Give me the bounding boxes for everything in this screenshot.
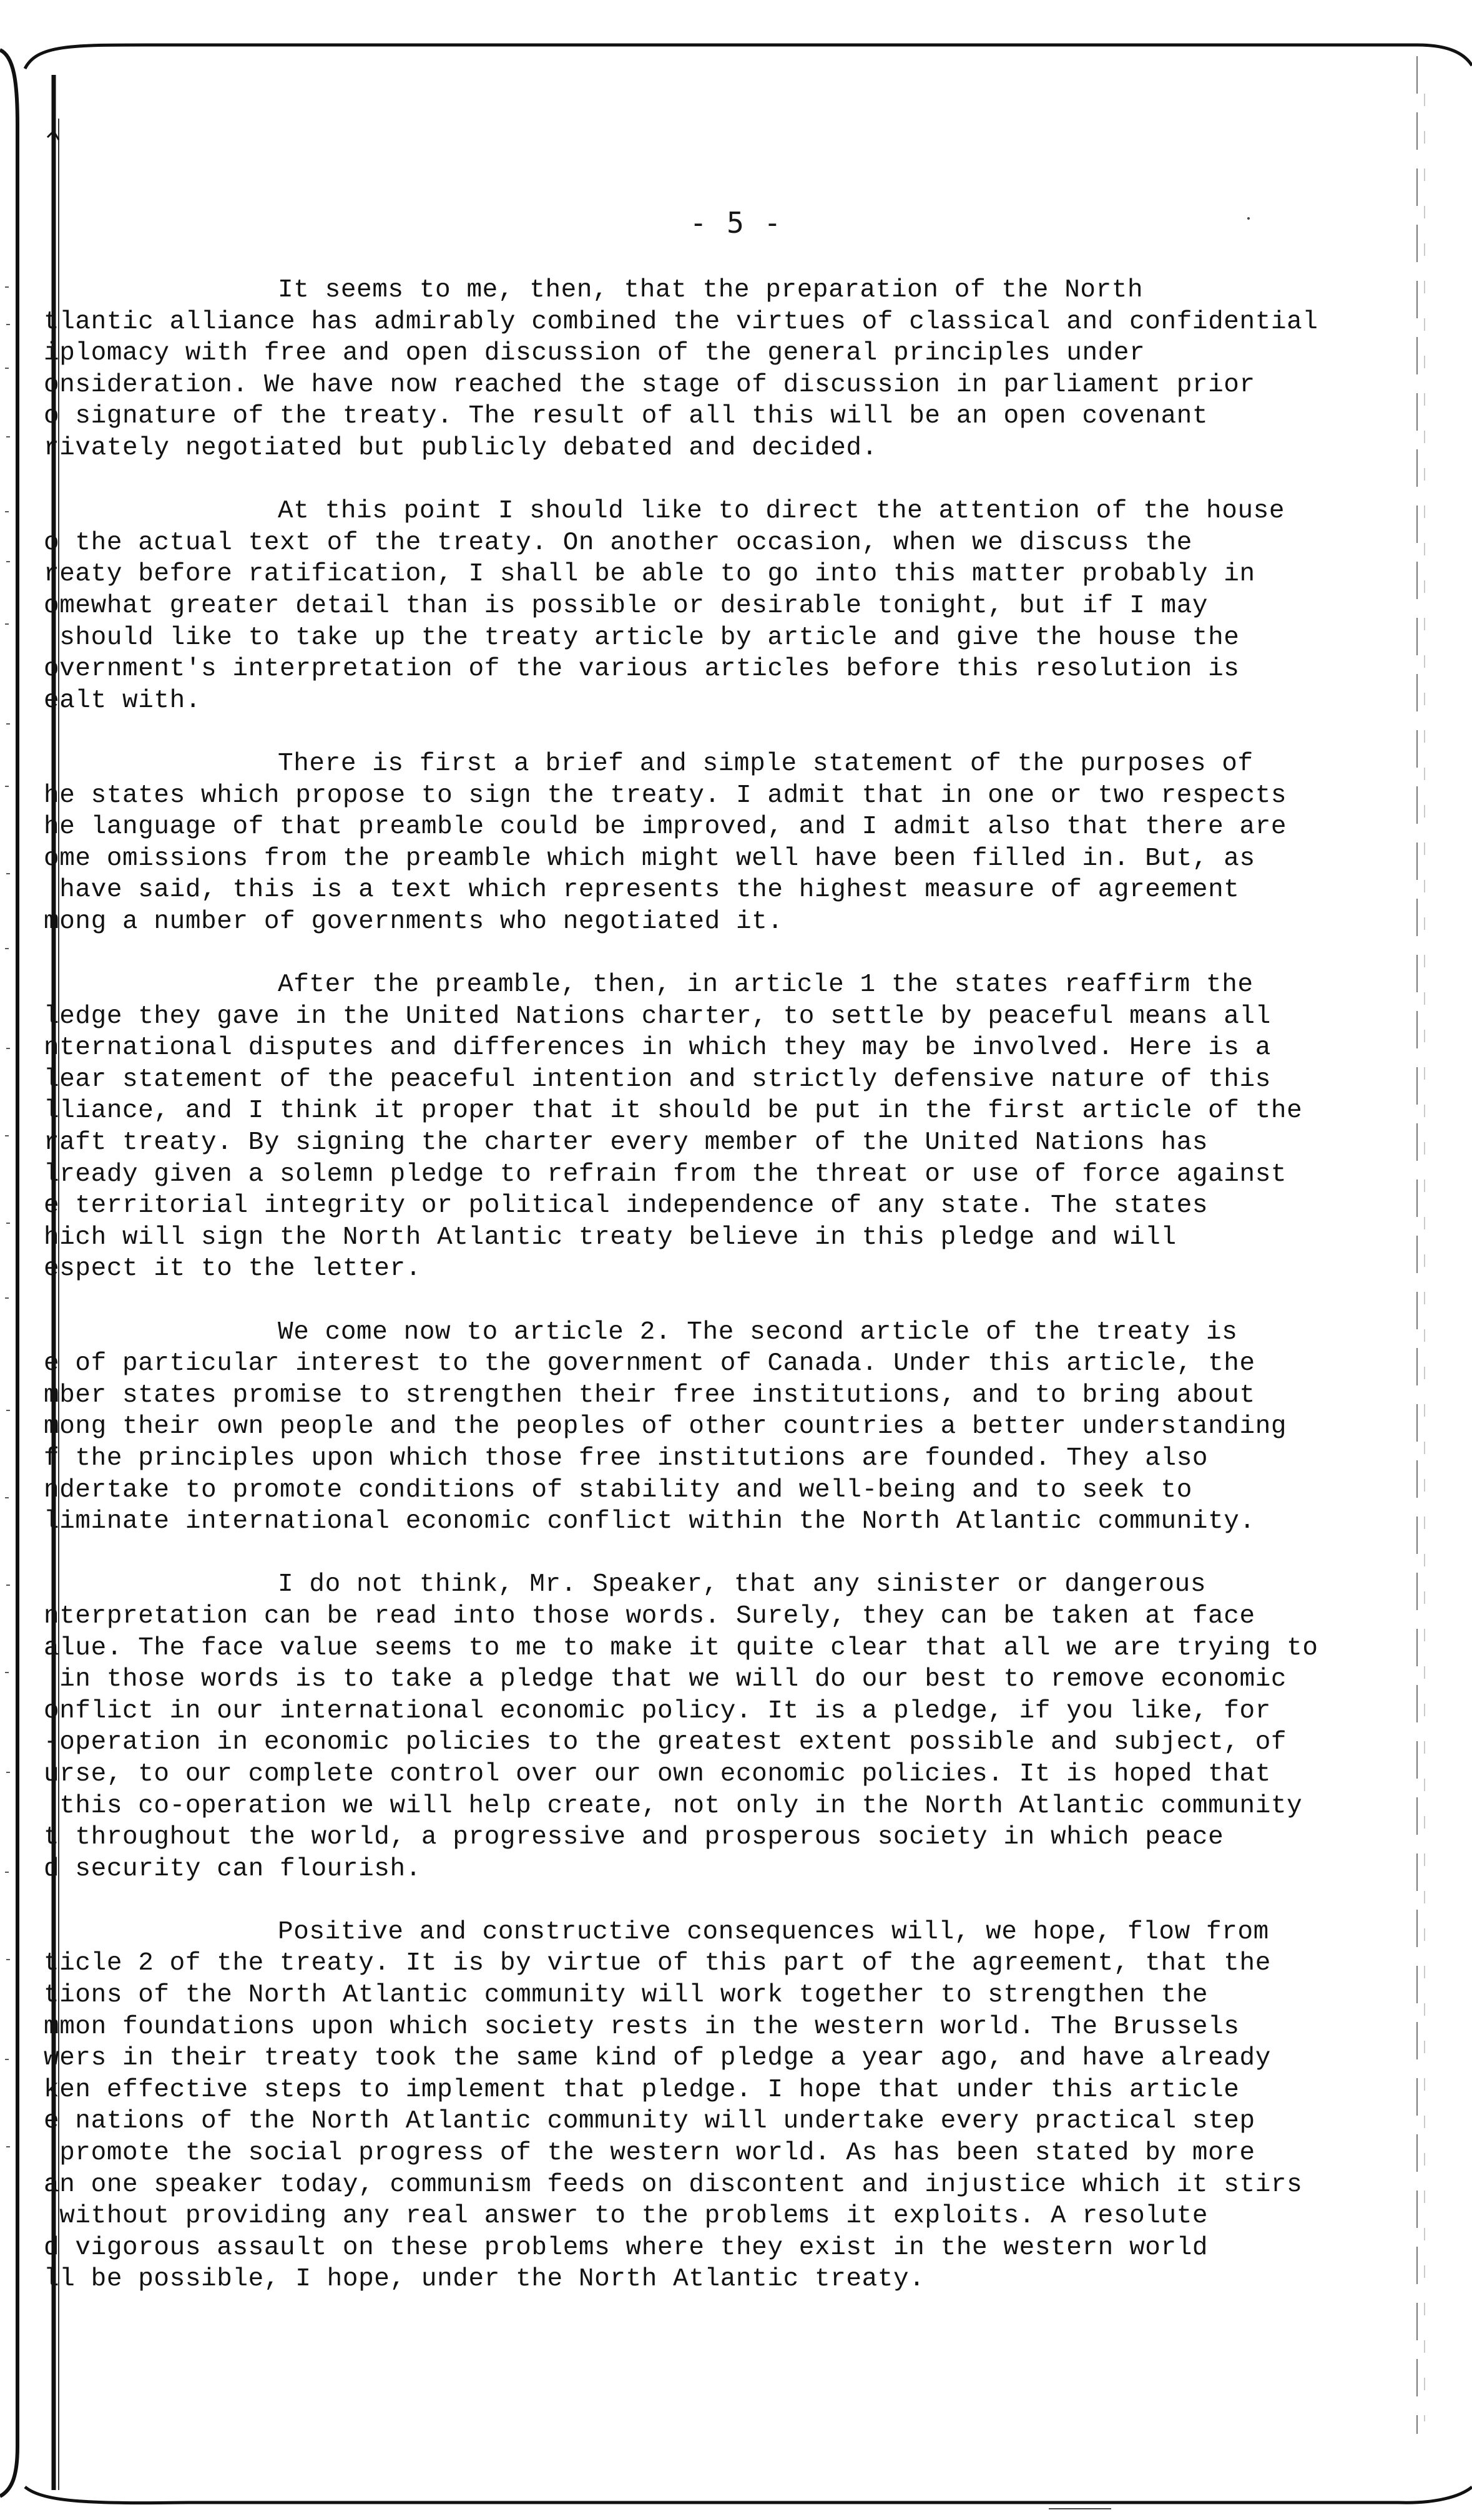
document-body: [44, 275, 1380, 2327]
text-line: mmon foundations upon which society rests in the western world. The Brussels: [44, 2012, 1240, 2041]
text-line: have said, this is a text which represents the highest measure of agreement: [44, 876, 1240, 905]
text-line: onflict in our international economic policy. It is a pledge, if you like, for: [44, 1696, 1271, 1726]
text-line: wers in their treaty took the same kind of pledge a year ago, and have already: [44, 2044, 1271, 2073]
text-line: without providing any real answer to the problems it exploits. A resolute: [44, 2202, 1209, 2231]
text-line: lear statement of the peaceful intention and strictly defensive nature of this: [44, 1065, 1271, 1094]
text-line: f the principles upon which those free institutions are founded. They also: [44, 1443, 1209, 1473]
text-line: this co-operation we will help create, not only in the North Atlantic community: [44, 1791, 1303, 1820]
text-line: We come now to article 2. The second article of the treaty is: [278, 1317, 1238, 1347]
page-number: - 5 -: [689, 206, 783, 240]
text-line: mber states promise to strengthen their free institutions, and to bring about: [44, 1380, 1255, 1410]
text-line: There is first a brief and simple statement of the purposes of: [278, 749, 1254, 778]
text-line: d vigorous assault on these problems where they exist in the western world: [44, 2233, 1209, 2262]
text-line: ticle 2 of the treaty. It is by virtue of this part of the agreement, that the: [44, 1949, 1271, 1978]
text-line: mong a number of governments who negotiated it.: [44, 907, 783, 936]
paragraph: [44, 748, 1380, 938]
text-line: he states which propose to sign the treaty. I admit that in one or two respects: [44, 781, 1287, 810]
paragraph: [44, 1569, 1380, 1885]
text-line: omewhat greater detail than is possible or desirable tonight, but if I may: [44, 591, 1209, 620]
text-line: After the preamble, then, in article 1 the states reaffirm the: [278, 970, 1254, 1000]
text-line: ll be possible, I hope, under the North Atlantic treaty.: [44, 2265, 925, 2294]
text-line: ome omissions from the preamble which might well have been filled in. But, as: [44, 844, 1255, 873]
text-line: nternational disputes and differences in which they may be involved. Here is a: [44, 1033, 1271, 1063]
text-line: reaty before ratification, I shall be able to go into this matter probably in: [44, 560, 1255, 589]
text-line: I do not think, Mr. Speaker, that any sinister or dangerous: [278, 1570, 1207, 1599]
text-line: liminate international economic conflict within the North Atlantic community.: [44, 1507, 1255, 1536]
paragraph: [44, 1917, 1380, 2295]
text-line: he language of that preamble could be improved, and I admit also that there are: [44, 813, 1287, 842]
text-line: ealt with.: [44, 686, 202, 715]
text-line: an one speaker today, communism feeds on discontent and injustice which it stirs: [44, 2170, 1303, 2199]
text-line: tlantic alliance has admirably combined the virtues of classical and confidential: [44, 307, 1318, 336]
text-line: It seems to me, then, that the preparation of the North: [278, 276, 1144, 305]
text-line: o the actual text of the treaty. On another occasion, when we discuss the: [44, 528, 1192, 557]
text-line: nterpretation can be read into those words. Surely, they can be taken at face: [44, 1601, 1255, 1631]
text-line: promote the social progress of the western world. As has been stated by more: [44, 2139, 1255, 2168]
top-border-line: [25, 45, 1472, 69]
text-line: raft treaty. By signing the charter every member of the United Nations has: [44, 1128, 1209, 1158]
text-line: Positive and constructive consequences will, we hope, flow from: [278, 1917, 1269, 1946]
text-line: mong their own people and the peoples of other countries a better understanding: [44, 1412, 1287, 1442]
text-line: alue. The face value seems to me to make it quite clear that all we are trying to: [44, 1633, 1318, 1663]
text-line: e territorial integrity or political independence of any state. The states: [44, 1191, 1209, 1221]
text-line: e of particular interest to the government of Canada. Under this article, the: [44, 1349, 1255, 1379]
paragraph: [44, 1317, 1380, 1538]
text-line: t throughout the world, a progressive and prosperous society in which peace: [44, 1823, 1224, 1852]
text-line: ledge they gave in the United Nations charter, to settle by peaceful means all: [44, 1002, 1271, 1031]
text-line: tions of the North Atlantic community will work together to strengthen the: [44, 1981, 1209, 2010]
text-line: urse, to our complete control over our own economic policies. It is hoped that: [44, 1759, 1271, 1789]
text-line: -operation in economic policies to the greatest extent possible and subject, of: [44, 1728, 1287, 1757]
text-line: espect it to the letter.: [44, 1254, 421, 1284]
paragraph: [44, 496, 1380, 716]
text-line: iplomacy with free and open discussion of the general principles under: [44, 339, 1146, 368]
text-line: hich will sign the North Atlantic treaty believe in this pledge and will: [44, 1223, 1177, 1252]
left-margin-ticks: [0, 275, 19, 2209]
text-line: ken effective steps to implement that pledge. I hope that under this article: [44, 2075, 1240, 2104]
text-line: rivately negotiated but publicly debated and decided.: [44, 433, 878, 462]
text-line: o signature of the treaty. The result of all this will be an open covenant: [44, 402, 1209, 431]
text-line: ndertake to promote conditions of stability and well-being and to seek to: [44, 1475, 1192, 1505]
text-line: At this point I should like to direct the attention of the house: [278, 497, 1285, 526]
text-line: lready given a solemn pledge to refrain from the threat or use of force against: [44, 1160, 1287, 1189]
text-line: e nations of the North Atlantic community will undertake every practical step: [44, 2107, 1255, 2136]
bottom-border-line: [25, 2487, 1472, 2503]
paragraph: [44, 275, 1380, 464]
text-line: lliance, and I think it proper that it should be put in the first article of the: [44, 1096, 1303, 1126]
paragraph: [44, 969, 1380, 1285]
text-line: in those words is to take a pledge that we will do our best to remove economic: [44, 1665, 1287, 1694]
text-line: should like to take up the treaty article by article and give the house the: [44, 623, 1240, 652]
text-line: d security can flourish.: [44, 1854, 421, 1883]
text-line: overnment's interpretation of the various articles before this resolution is: [44, 655, 1240, 684]
text-line: onsideration. We have now reached the stage of discussion in parliament prior: [44, 370, 1255, 399]
